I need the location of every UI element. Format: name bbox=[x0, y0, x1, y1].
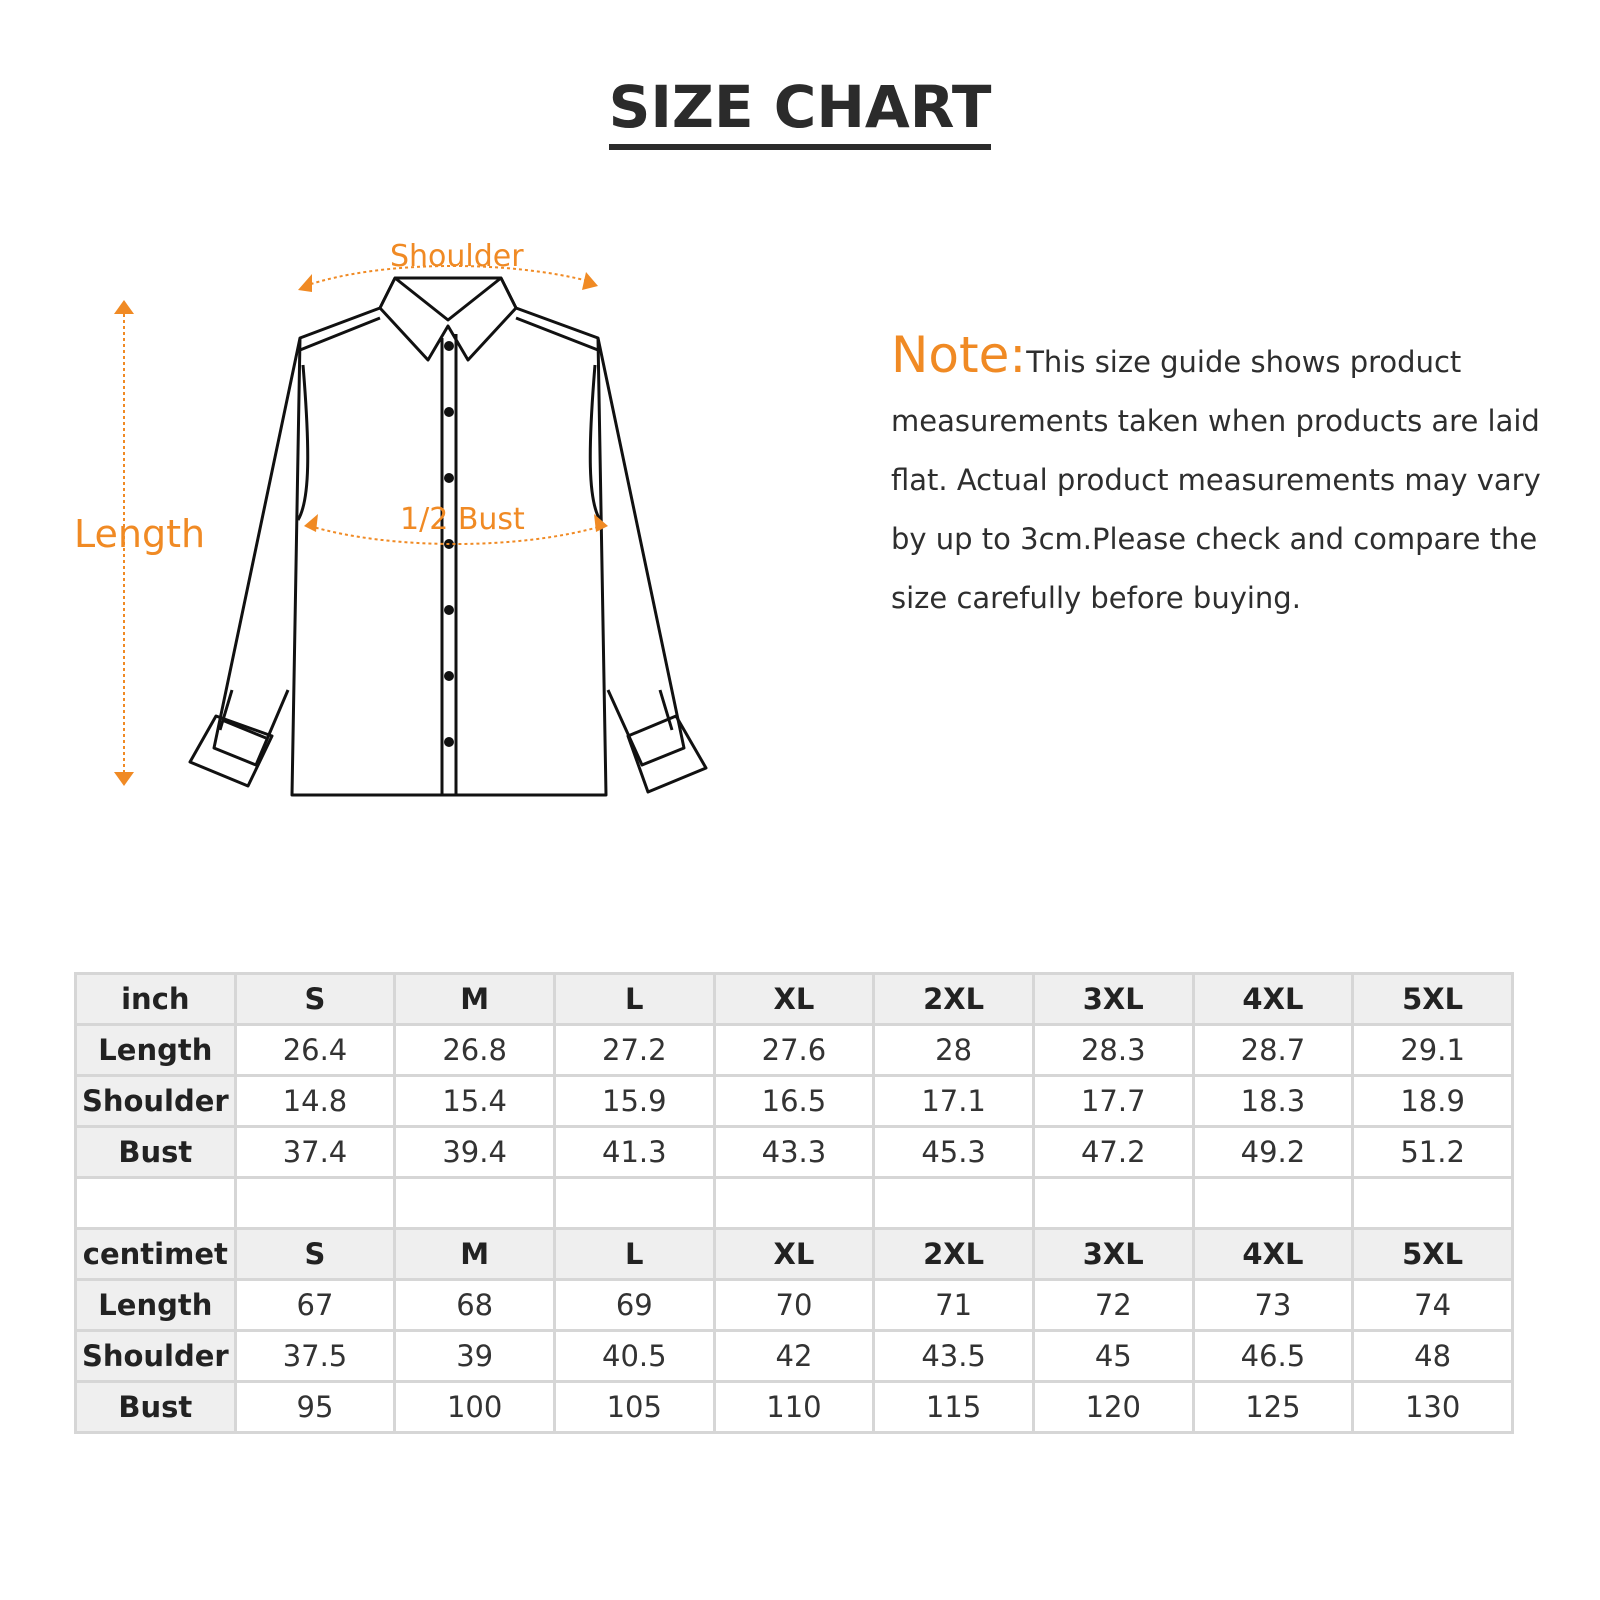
cell-value: 17.7 bbox=[1035, 1077, 1192, 1125]
cell-value: 48 bbox=[1354, 1332, 1511, 1380]
cell-value: 15.4 bbox=[396, 1077, 553, 1125]
empty-cell bbox=[1035, 1179, 1192, 1227]
shoulder-label: Shoulder bbox=[390, 239, 524, 274]
cell-value: 71 bbox=[875, 1281, 1032, 1329]
cell-value: 95 bbox=[237, 1383, 394, 1431]
size-header: 4XL bbox=[1195, 1230, 1352, 1278]
cell-value: 16.5 bbox=[716, 1077, 873, 1125]
unit-label: centimet bbox=[77, 1230, 234, 1278]
row-label: Shoulder bbox=[77, 1077, 234, 1125]
size-header: 3XL bbox=[1035, 975, 1192, 1023]
empty-cell bbox=[1195, 1179, 1352, 1227]
cell-value: 120 bbox=[1035, 1383, 1192, 1431]
shirt-diagram bbox=[60, 230, 760, 830]
row-label: Length bbox=[77, 1026, 234, 1074]
row-label: Length bbox=[77, 1281, 234, 1329]
cell-value: 125 bbox=[1195, 1383, 1352, 1431]
size-header: L bbox=[556, 975, 713, 1023]
cell-value: 43.3 bbox=[716, 1128, 873, 1176]
cell-value: 115 bbox=[875, 1383, 1032, 1431]
size-header: 4XL bbox=[1195, 975, 1352, 1023]
cell-value: 28.3 bbox=[1035, 1026, 1192, 1074]
cell-value: 49.2 bbox=[1195, 1128, 1352, 1176]
cell-value: 73 bbox=[1195, 1281, 1352, 1329]
cell-value: 39 bbox=[396, 1332, 553, 1380]
table-row bbox=[77, 1383, 1511, 1431]
cell-value: 26.8 bbox=[396, 1026, 553, 1074]
cell-value: 110 bbox=[716, 1383, 873, 1431]
empty-cell bbox=[77, 1179, 234, 1227]
cell-value: 41.3 bbox=[556, 1128, 713, 1176]
cell-value: 72 bbox=[1035, 1281, 1192, 1329]
inch-header-row bbox=[77, 975, 1511, 1023]
cell-value: 130 bbox=[1354, 1383, 1511, 1431]
cell-value: 27.2 bbox=[556, 1026, 713, 1074]
size-header: S bbox=[237, 975, 394, 1023]
cell-value: 37.4 bbox=[237, 1128, 394, 1176]
size-header: 3XL bbox=[1035, 1230, 1192, 1278]
size-header: L bbox=[556, 1230, 713, 1278]
empty-cell bbox=[716, 1179, 873, 1227]
row-label: Shoulder bbox=[77, 1332, 234, 1380]
cell-value: 14.8 bbox=[237, 1077, 394, 1125]
page-title: SIZE CHART bbox=[609, 76, 992, 150]
cell-value: 42 bbox=[716, 1332, 873, 1380]
unit-label: inch bbox=[77, 975, 234, 1023]
size-header: XL bbox=[716, 1230, 873, 1278]
size-header: 5XL bbox=[1354, 1230, 1511, 1278]
row-label: Bust bbox=[77, 1128, 234, 1176]
empty-cell bbox=[556, 1179, 713, 1227]
size-table bbox=[74, 972, 1514, 1434]
table-row bbox=[77, 1128, 1511, 1176]
cell-value: 67 bbox=[237, 1281, 394, 1329]
row-label: Bust bbox=[77, 1383, 234, 1431]
cell-value: 100 bbox=[396, 1383, 553, 1431]
size-header: S bbox=[237, 1230, 394, 1278]
cm-header-row bbox=[77, 1230, 1511, 1278]
size-header: 5XL bbox=[1354, 975, 1511, 1023]
cell-value: 45.3 bbox=[875, 1128, 1032, 1176]
cell-value: 37.5 bbox=[237, 1332, 394, 1380]
cell-value: 68 bbox=[396, 1281, 553, 1329]
spacer-row bbox=[77, 1179, 1511, 1227]
size-header: 2XL bbox=[875, 1230, 1032, 1278]
cell-value: 15.9 bbox=[556, 1077, 713, 1125]
cell-value: 46.5 bbox=[1195, 1332, 1352, 1380]
cell-value: 28 bbox=[875, 1026, 1032, 1074]
cell-value: 47.2 bbox=[1035, 1128, 1192, 1176]
cell-value: 26.4 bbox=[237, 1026, 394, 1074]
cell-value: 39.4 bbox=[396, 1128, 553, 1176]
cell-value: 18.3 bbox=[1195, 1077, 1352, 1125]
size-header: M bbox=[396, 1230, 553, 1278]
length-label: Length bbox=[74, 512, 206, 556]
cell-value: 70 bbox=[716, 1281, 873, 1329]
table-row bbox=[77, 1332, 1511, 1380]
size-table-body bbox=[77, 975, 1511, 1431]
cell-value: 74 bbox=[1354, 1281, 1511, 1329]
cell-value: 69 bbox=[556, 1281, 713, 1329]
size-header: 2XL bbox=[875, 975, 1032, 1023]
size-header: XL bbox=[716, 975, 873, 1023]
cell-value: 105 bbox=[556, 1383, 713, 1431]
table-row bbox=[77, 1077, 1511, 1125]
empty-cell bbox=[1354, 1179, 1511, 1227]
size-header: M bbox=[396, 975, 553, 1023]
note-text: This size guide shows product measurements taken when products are laid flat. Actual product measurements may vary by up to 3cm.Please check and compare the size carefully before buying. bbox=[891, 345, 1541, 615]
cell-value: 18.9 bbox=[1354, 1077, 1511, 1125]
cell-value: 28.7 bbox=[1195, 1026, 1352, 1074]
size-note bbox=[891, 326, 1571, 628]
cell-value: 27.6 bbox=[716, 1026, 873, 1074]
cell-value: 45 bbox=[1035, 1332, 1192, 1380]
empty-cell bbox=[875, 1179, 1032, 1227]
cell-value: 17.1 bbox=[875, 1077, 1032, 1125]
cell-value: 29.1 bbox=[1354, 1026, 1511, 1074]
bust-label: 1/2 Bust bbox=[400, 502, 525, 537]
note-label: Note: bbox=[891, 326, 1027, 384]
cell-value: 43.5 bbox=[875, 1332, 1032, 1380]
cell-value: 40.5 bbox=[556, 1332, 713, 1380]
empty-cell bbox=[237, 1179, 394, 1227]
cell-value: 51.2 bbox=[1354, 1128, 1511, 1176]
empty-cell bbox=[396, 1179, 553, 1227]
table-row bbox=[77, 1281, 1511, 1329]
table-row bbox=[77, 1026, 1511, 1074]
page-title-wrap bbox=[0, 73, 1600, 150]
